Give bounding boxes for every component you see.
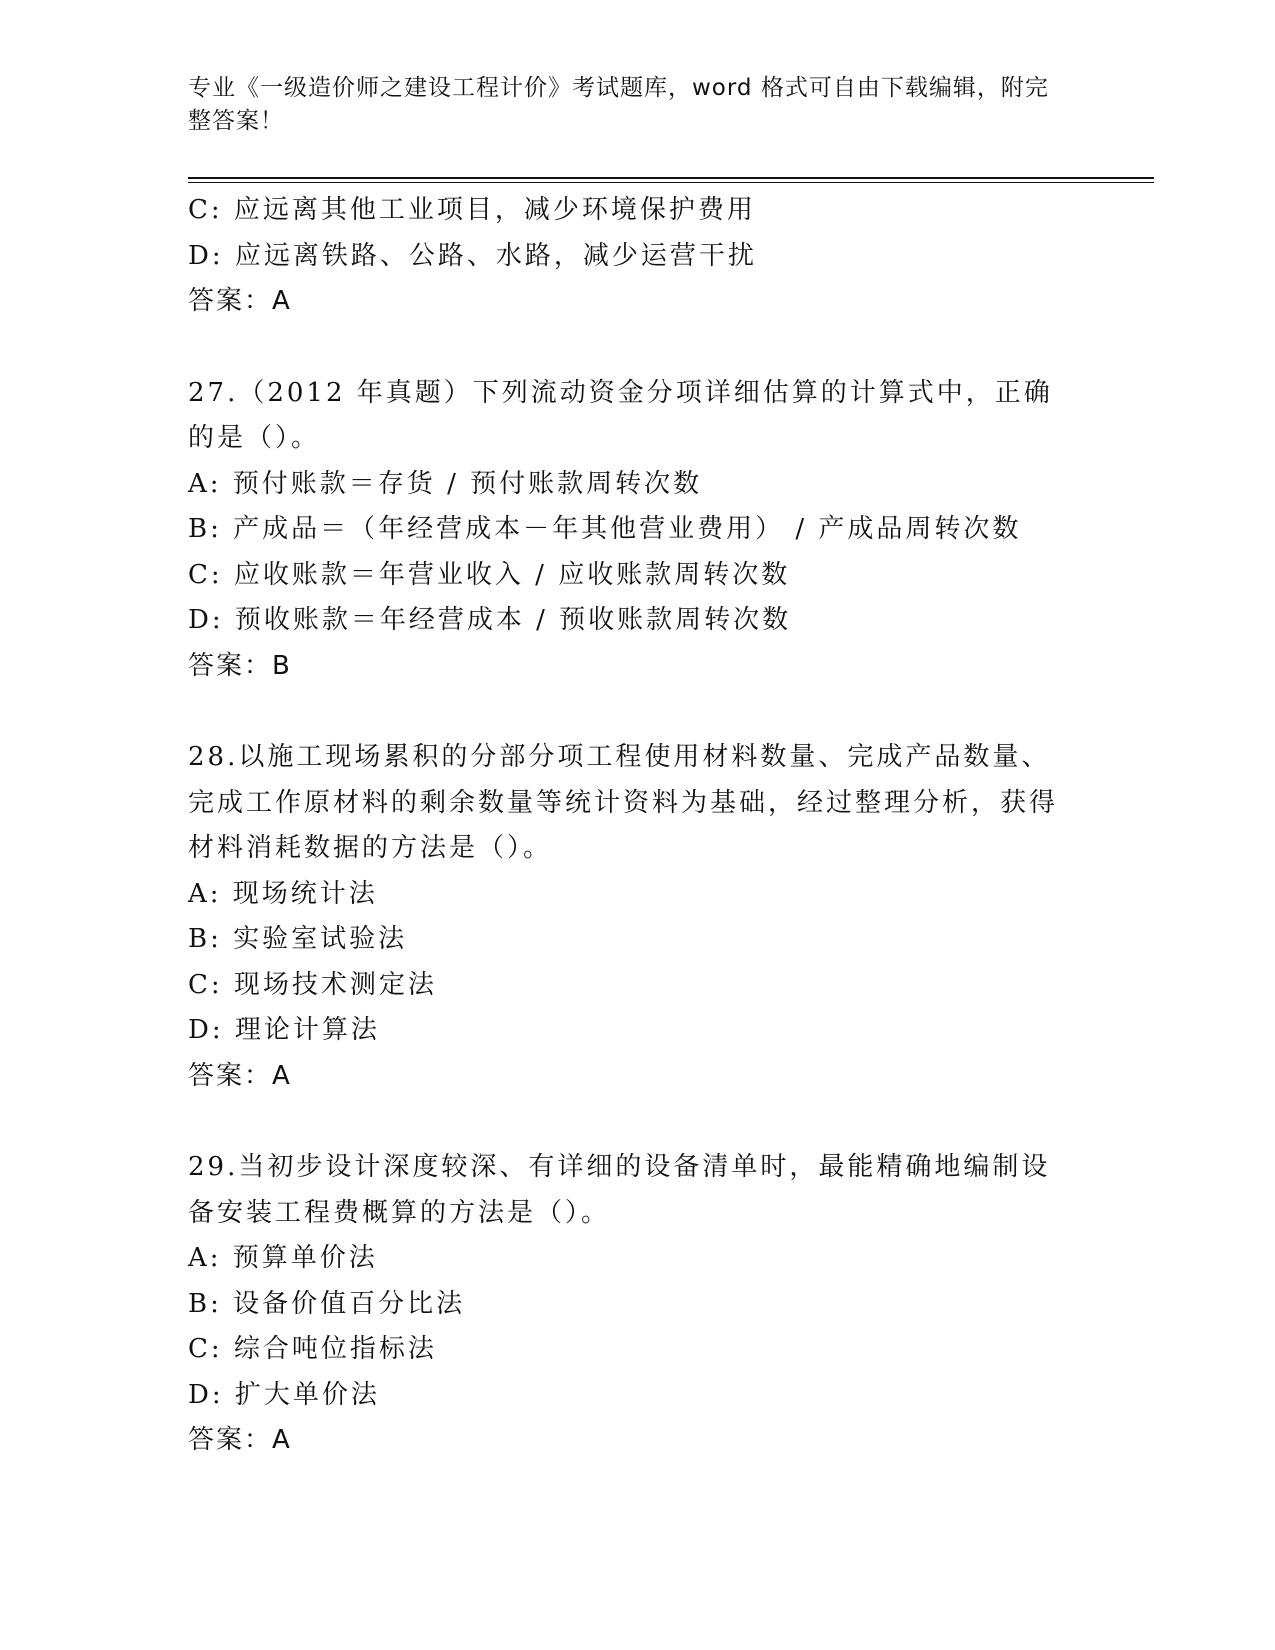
- option-a: A: 预算单价法: [188, 1243, 378, 1273]
- question-27: [188, 371, 1078, 690]
- option-c: C: 应远离其他工业项目，减少环境保护费用: [188, 195, 756, 225]
- question-28: [188, 735, 1078, 1099]
- continued-question: [188, 188, 1078, 325]
- option-b: B: 设备价值百分比法: [188, 1288, 466, 1319]
- header-divider-thin: [188, 182, 1154, 183]
- option-a: A: 预付账款＝存货 / 预付账款周转次数: [188, 468, 703, 499]
- answer-line: 答案：A: [188, 1060, 292, 1091]
- option-c: C: 现场技术测定法: [188, 969, 437, 1000]
- question-stem: 28.以施工现场累积的分部分项工程使用材料数量、完成产品数量、完成工作原材料的剩余数量等统计资料为基础，经过整理分析，获得材料消耗数据的方法是（）。: [188, 742, 1059, 863]
- spacer: [188, 1099, 1078, 1145]
- answer-line: 答案：A: [188, 286, 292, 316]
- option-b: B: 产成品＝（年经营成本－年其他营业费用） / 产成品周转次数: [188, 514, 1022, 544]
- answer-line: 答案：B: [188, 650, 292, 681]
- option-b: B: 实验室试验法: [188, 924, 408, 954]
- question-content: [188, 188, 1078, 1464]
- page-header: 专业《一级造价师之建设工程计价》考试题库，word 格式可自由下载编辑，附完整答案！: [188, 75, 1049, 134]
- spacer: [188, 689, 1078, 735]
- question-stem: 27.（2012 年真题）下列流动资金分项详细估算的计算式中，正确的是（）。: [188, 377, 1053, 453]
- option-d: D: 应远离铁路、公路、水路，减少运营干扰: [188, 240, 757, 271]
- option-c: C: 综合吨位指标法: [188, 1334, 437, 1364]
- header-divider-thick: [188, 177, 1154, 179]
- option-d: D: 预收账款＝年经营成本 / 预收账款周转次数: [188, 605, 792, 635]
- spacer: [188, 325, 1078, 371]
- option-d: D: 理论计算法: [188, 1015, 380, 1045]
- answer-line: 答案：A: [188, 1425, 292, 1455]
- question-29: [188, 1145, 1078, 1464]
- option-a: A: 现场统计法: [188, 878, 378, 909]
- option-d: D: 扩大单价法: [188, 1379, 380, 1410]
- question-stem: 29.当初步设计深度较深、有详细的设备清单时，最能精确地编制设备安装工程费概算的方法是（）。: [188, 1152, 1051, 1228]
- option-c: C: 应收账款＝年营业收入 / 应收账款周转次数: [188, 559, 791, 590]
